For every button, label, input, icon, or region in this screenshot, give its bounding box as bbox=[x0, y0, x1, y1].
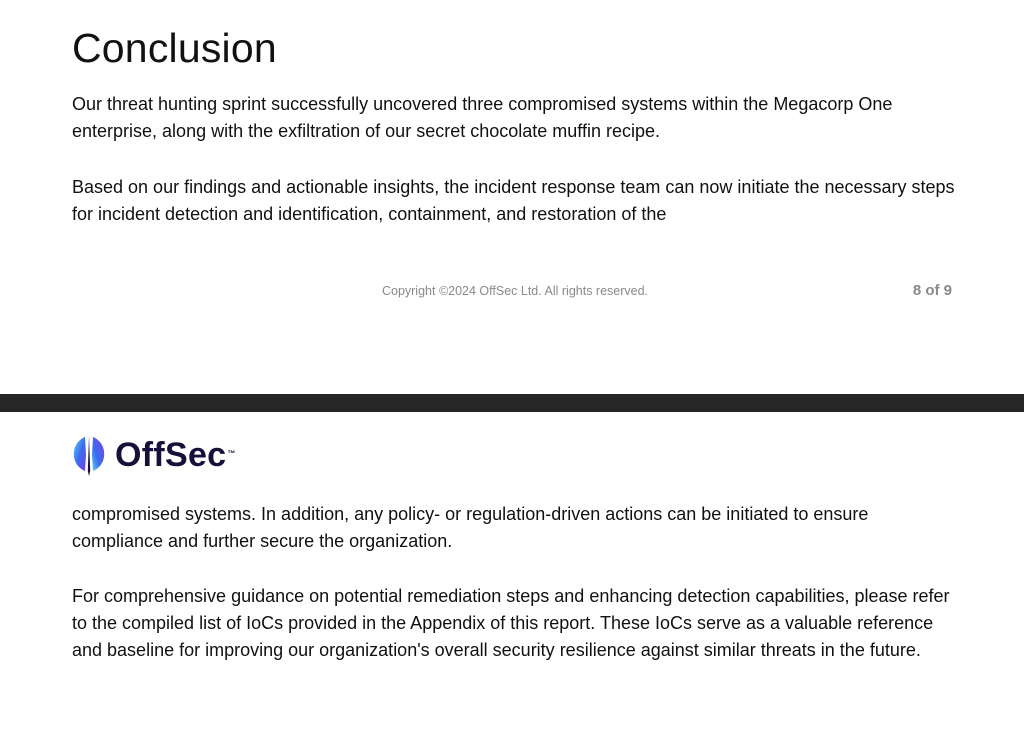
section-heading: Conclusion bbox=[72, 25, 277, 71]
offsec-logo-icon bbox=[72, 433, 106, 477]
page-separator bbox=[0, 394, 1024, 412]
remediation-paragraph: For comprehensive guidance on potential remediation steps and enhancing detection capabilities, please refer to the compiled list of IoCs provided in the Appendix of this report. These IoCs serve as a valuable reference and baseline for improving our organization's overall security resilience against similar threats in the future. bbox=[72, 586, 950, 660]
conclusion-paragraph-2: Based on our findings and actionable insights, the incident response team can now initiate the necessary steps for incident detection and identification, containment, and restoration of the bbox=[72, 177, 955, 224]
continued-paragraph: compromised systems. In addition, any policy- or regulation-driven actions can be initiated to ensure compliance and further secure the organization. bbox=[72, 504, 869, 551]
offsec-wordmark: OffSec bbox=[115, 436, 227, 474]
page-9 bbox=[0, 412, 1024, 742]
footer-copyright: Copyright ©2024 OffSec Ltd. All rights reserved. bbox=[381, 284, 649, 298]
conclusion-paragraph-1: Our threat hunting sprint successfully uncovered three compromised systems within the Megacorp One enterprise, along with the exfiltration of our secret chocolate muffin recipe. bbox=[72, 94, 893, 141]
trademark-symbol: ™ bbox=[227, 449, 236, 458]
offsec-logo bbox=[72, 433, 235, 477]
page-number: 8 of 9 bbox=[912, 282, 952, 299]
